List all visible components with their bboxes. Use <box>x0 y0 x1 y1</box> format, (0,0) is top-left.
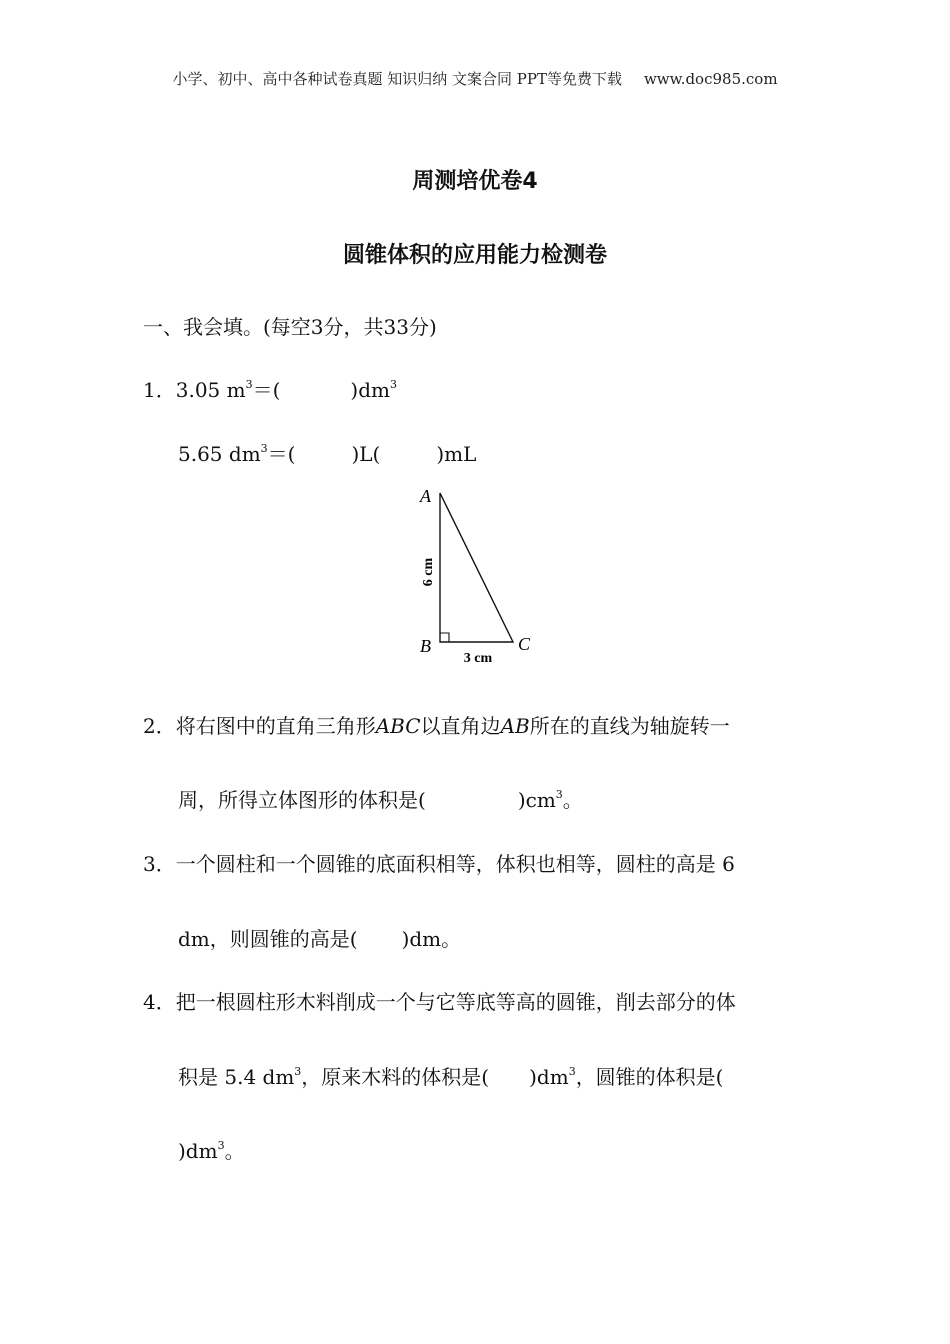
page-header <box>0 68 950 89</box>
question-4-line-3: )$dm^3$。 <box>178 1139 245 1163</box>
right-angle-mark <box>440 633 449 642</box>
header-text: 小学、初中、高中各种试卷真题 知识归纳 文案合同 PPT等免费下载 <box>172 70 622 88</box>
page-subtitle: 圆锥体积的应用能力检测卷 <box>342 243 607 268</box>
vertex-label-b: B <box>420 636 431 656</box>
question-4-line-2: 积是 5.4 $dm^3$，原来木料的体积是( )$dm^3$，圆锥的体积是( <box>178 1065 724 1089</box>
question-2-line-1: 2．将右图中的直角三角形ABC以直角边AB所在的直线为轴旋转一 <box>143 714 730 738</box>
question-3-number: 3． <box>143 852 176 876</box>
triangle-abc <box>440 493 513 642</box>
page-title: 周测培优卷4 <box>412 169 538 194</box>
question-2-number: 2． <box>143 714 176 738</box>
question-3-line-1: 3．一个圆柱和一个圆锥的底面积相等，体积也相等，圆柱的高是 6 <box>143 852 735 876</box>
question-4-line-1: 4．把一根圆柱形木料削成一个与它等底等高的圆锥，削去部分的体 <box>143 990 736 1014</box>
vertex-label-c: C <box>518 634 531 654</box>
question-2-line-2: 周，所得立体图形的体积是( )$cm^3$。 <box>178 788 583 812</box>
question-1-line-2: 5.65 $dm^3=$( )L( )mL <box>178 442 477 466</box>
triangle-figure <box>410 480 550 670</box>
question-3-line-2: dm，则圆锥的高是( )dm。 <box>178 927 462 951</box>
side-label-bc: 3 cm <box>463 651 493 666</box>
question-1-line-1: 1．3.05 $m^3=$( )$dm^3$ <box>143 378 397 402</box>
question-1-number: 1． <box>143 378 176 402</box>
vertex-label-a: A <box>420 486 431 506</box>
side-label-ab: 6 cm <box>421 557 436 587</box>
header-url: www.doc985.com <box>643 70 778 88</box>
question-4-number: 4． <box>143 990 176 1014</box>
section-heading: 一、我会填。(每空3分，共33分) <box>143 315 437 339</box>
